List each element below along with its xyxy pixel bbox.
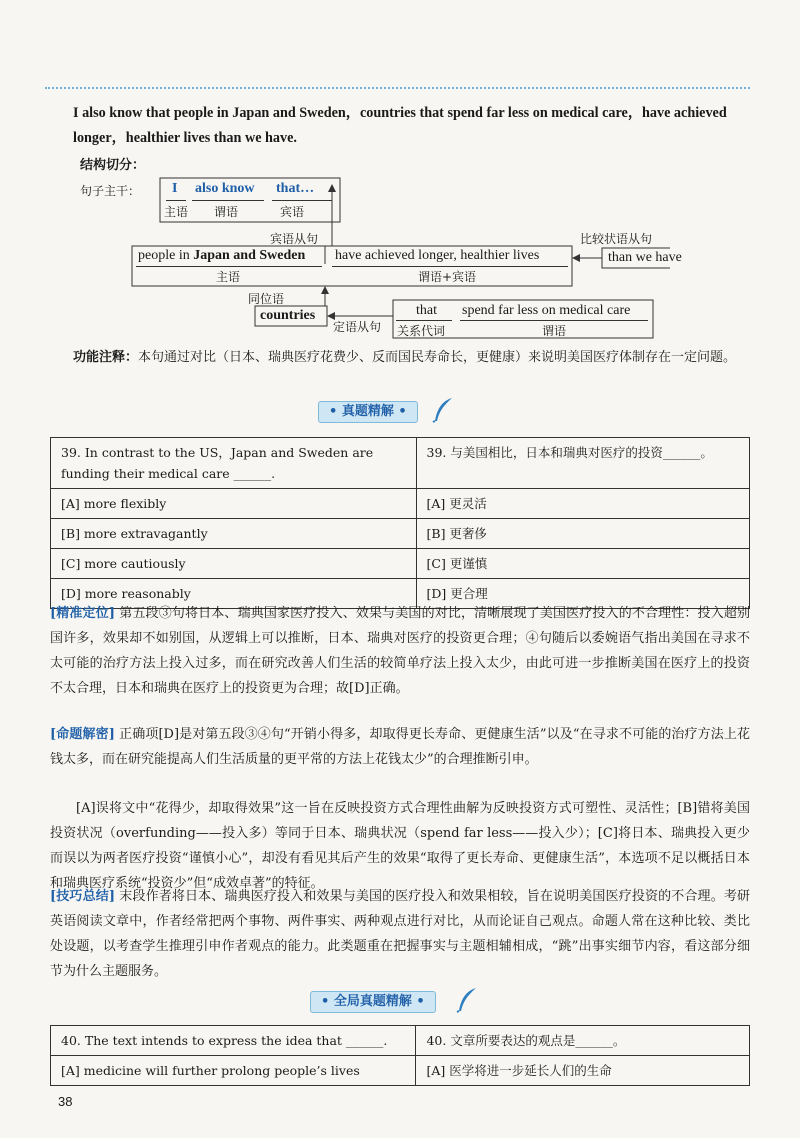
label-relative-pronoun: 关系代词 <box>397 324 446 338</box>
skill-summary-paragraph: [技巧总结] 末段作者将日本、瑞典医疗投入和效果与美国的医疗投入和效果相较，旨在说明美国医疗投资的不合理。考研英语阅读文章中，作者经常把两个事物、两件事实、两种观点进行对比，从而论证自己观点。命题人常在这种比较、类比处设题，以考查学生推理引申作者观点的能力。此类题重在把握事实与主题相辅相成，“跳”出事实细节内容，看这部分细节为什么主题服务。 <box>50 889 750 979</box>
quill-icon-2 <box>456 987 478 1013</box>
top-dotted-rule <box>45 87 750 89</box>
compare-clause-label: 比较状语从句 <box>580 232 653 246</box>
label-subject: 主语 <box>164 205 189 219</box>
q40-option-a-cn: [A] 医学将进一步延长人们的生命 <box>416 1056 750 1086</box>
main-object-word: that… <box>276 181 315 196</box>
q39-option-d-en: [D] more reasonably <box>51 579 417 609</box>
object-clause-label: 宾语从句 <box>270 232 319 246</box>
q39-option-b-en: [B] more extravagantly <box>51 519 417 549</box>
q39-option-d-cn: [D] 更合理 <box>416 579 750 609</box>
page-number: 38 <box>58 1094 73 1109</box>
that-word: that <box>416 303 437 318</box>
q39-stem-cn: 39. 与美国相比，日本和瑞典对医疗的投资______。 <box>416 438 750 489</box>
q39-option-a-cn: [A] 更灵活 <box>416 489 750 519</box>
main-subject-word: I <box>172 181 178 196</box>
main-predicate-word: also know <box>195 181 255 196</box>
appositive-label: 同位语 <box>248 292 285 306</box>
label-subject-2: 主语 <box>216 270 241 284</box>
label-predicate-object: 谓语+宾语 <box>418 270 477 284</box>
badge-global-analysis: • 全局真题精解 • <box>310 991 436 1013</box>
precise-location-paragraph: [精准定位] 第五段③句将日本、瑞典国家医疗投入、效果与美国的对比，清晰展现了美国医疗投入的不合理性：投入超别国许多，效果却不如别国，从逻辑上可以推断，日本、瑞典对医疗的投资更合理；④句随后以委婉语气指出美国在寻求不太可能的治疗方法上投入过多，而在研究改善人们生活的较简单疗法上投入太少，由此可进一步推断美国在医疗上的投资不太合理，日本和瑞典在医疗上的投资更为合理；故[D]正确。 <box>50 606 750 696</box>
q39-option-b-cn: [B] 更奢侈 <box>416 519 750 549</box>
than-we-have: than we have <box>608 250 682 265</box>
spend-phrase: spend far less on medical care <box>462 303 631 318</box>
q39-option-c-en: [C] more cautiously <box>51 549 417 579</box>
q39-option-a-en: [A] more flexibly <box>51 489 417 519</box>
label-object: 宾语 <box>280 205 305 219</box>
question-decode-paragraph: [命题解密] 正确项[D]是对第五段③④句“开销小得多，却取得更长寿命、更健康生活”以及“在寻求不可能的治疗方法上花钱太多，而在研究能提高人们生活质量的更平常的方法上花钱太少”的合理推断引申。 <box>50 727 750 767</box>
question-39-table <box>50 437 750 609</box>
quill-icon <box>432 397 454 423</box>
structure-title: 结构切分： <box>80 158 146 173</box>
analysed-sentence: I also know that people in Japan and Sweden，countries that spend far less on medical care，have achieved longer，healthier lives than we have. <box>73 105 727 146</box>
countries-word: countries <box>260 308 316 323</box>
badge-question-analysis: • 真题精解 • <box>318 401 418 423</box>
sentence-structure-diagram <box>80 176 682 340</box>
q39-option-c-cn: [C] 更谨慎 <box>416 549 750 579</box>
label-predicate: 谓语 <box>214 205 239 219</box>
attributive-clause-label: 定语从句 <box>333 320 382 334</box>
function-note: 功能注释：本句通过对比（日本、瑞典医疗花费少、反而国民寿命长，更健康）来说明美国医疗体制存在一定问题。 <box>73 350 737 365</box>
question-40-table <box>50 1025 750 1086</box>
label-predicate-2: 谓语 <box>542 324 567 338</box>
q39-stem-en: 39. In contrast to the US，Japan and Sweden are funding their medical care ______. <box>51 438 417 489</box>
people-phrase: people in Japan and Sweden <box>138 248 306 263</box>
distractor-analysis-paragraph: [A]误将文中“花得少，却取得效果”这一旨在反映投资方式合理性曲解为反映投资方式可塑性、灵活性；[B]错将美国投资状况（overfunding——投入多）等同于日本、瑞典状况（spend far less——投入少）；[C]将日本、瑞典投入更少而误以为两者医疗投资“谨慎小心”，却没有看见其后产生的效果“取得了更长寿命、更健康生活”，本选项不足以概括日本和瑞典医疗系统“投资少”但“成效卓著”的特征。 <box>50 801 750 891</box>
q40-stem-en: 40. The text intends to express the idea that ______. <box>51 1026 416 1056</box>
achieved-phrase: have achieved longer, healthier lives <box>335 248 540 263</box>
q40-option-a-en: [A] medicine will further prolong people’s lives <box>51 1056 416 1086</box>
main-clause-label: 句子主干： <box>80 184 141 198</box>
q40-stem-cn: 40. 文章所要表达的观点是______。 <box>416 1026 750 1056</box>
